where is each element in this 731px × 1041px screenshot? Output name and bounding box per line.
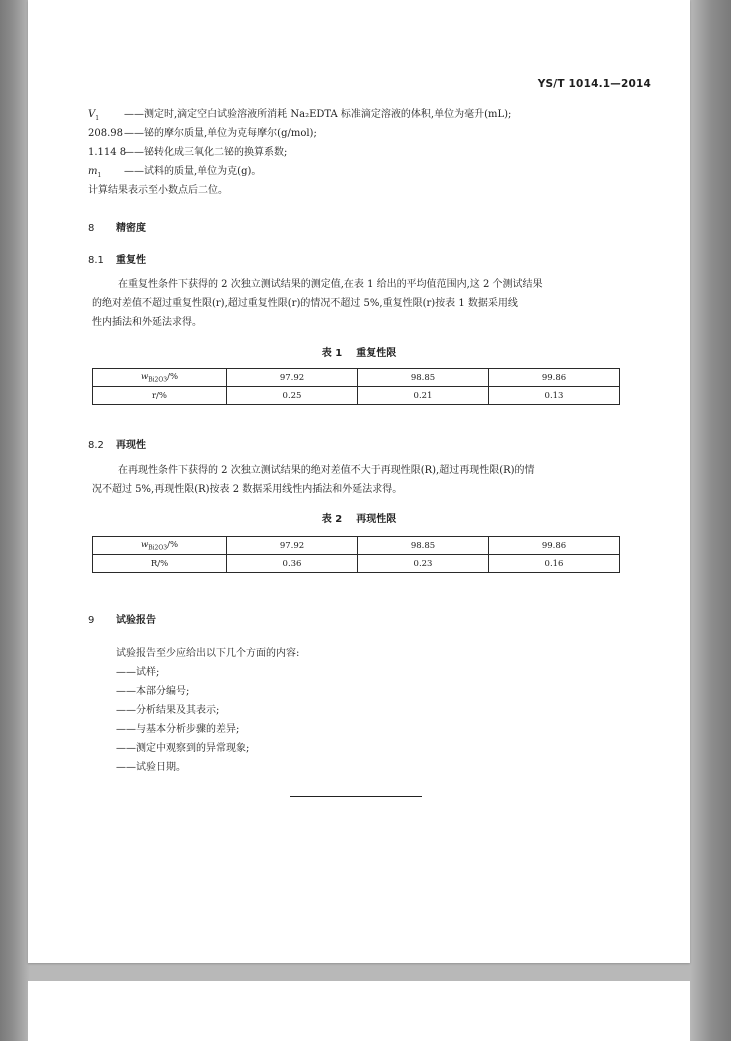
table-cell: 0.13 xyxy=(489,387,620,405)
header-unit: /% xyxy=(167,371,179,382)
definition-row xyxy=(88,165,261,183)
table-cell: 0.25 xyxy=(227,387,358,405)
reproducibility-table xyxy=(92,536,620,573)
header-symbol: w xyxy=(140,371,149,382)
end-divider xyxy=(290,796,422,797)
section-number: 8.2 xyxy=(88,440,104,451)
section-title: 重复性 xyxy=(116,255,146,266)
definition-symbol: m xyxy=(88,166,98,177)
list-item: ——试验日期。 xyxy=(116,762,186,773)
table-header-cell xyxy=(93,537,227,555)
table-cell: 99.86 xyxy=(489,537,620,555)
table-cell: 0.23 xyxy=(358,555,489,573)
section-title: 精密度 xyxy=(116,223,146,234)
table-header-cell xyxy=(93,369,227,387)
list-item: ——试样; xyxy=(116,667,160,678)
table-cell: 97.92 xyxy=(227,369,358,387)
paragraph-line: 性内插法和外延法求得。 xyxy=(92,317,202,328)
table-cell: 99.86 xyxy=(489,369,620,387)
table-caption xyxy=(28,344,690,359)
definition-text: ——测定时,滴定空白试验溶液所消耗 Na₂EDTA 标准滴定溶液的体积,单位为毫升(mL); xyxy=(124,109,512,120)
definition-symbol: V xyxy=(88,109,96,120)
paragraph-line: 在再现性条件下获得的 2 次独立测试结果的绝对差值不大于再现性限(R),超过再现性限(R)的情 xyxy=(118,465,535,476)
standard-code: YS/T 1014.1—2014 xyxy=(537,78,651,90)
subsection-heading xyxy=(88,436,146,451)
table-cell: 97.92 xyxy=(227,537,358,555)
table-header-cell: r/% xyxy=(93,387,227,405)
table-cell: 0.36 xyxy=(227,555,358,573)
header-symbol: w xyxy=(140,539,149,550)
list-item: ——与基本分析步骤的差异; xyxy=(116,724,240,735)
report-intro: 试验报告至少应给出以下几个方面的内容: xyxy=(116,648,300,659)
table-row xyxy=(93,387,620,405)
table-cell: 98.85 xyxy=(358,537,489,555)
definition-symbol: 208.98 xyxy=(88,128,123,139)
table-row xyxy=(93,369,620,387)
section-title: 再现性 xyxy=(116,440,146,451)
definition-symbol: 1.114 8 xyxy=(88,147,127,158)
repeatability-table xyxy=(92,368,620,405)
definition-row xyxy=(88,108,511,126)
list-item: ——测定中观察到的异常现象; xyxy=(116,743,250,754)
table-caption xyxy=(28,510,690,525)
section-number: 8 xyxy=(88,223,95,234)
definition-row xyxy=(88,146,287,160)
table-cell: 0.21 xyxy=(358,387,489,405)
definition-text: ——铋的摩尔质量,单位为克每摩尔(g/mol); xyxy=(124,128,317,139)
table-cell: 98.85 xyxy=(358,369,489,387)
section-number: 8.1 xyxy=(88,255,104,266)
list-item: ——本部分编号; xyxy=(116,686,190,697)
table-title: 重复性限 xyxy=(356,348,397,359)
table-row xyxy=(93,555,620,573)
section-heading xyxy=(88,219,146,234)
definition-row xyxy=(88,127,317,141)
table-number: 表 2 xyxy=(321,514,343,525)
table-row xyxy=(93,537,620,555)
definition-text: ——铋转化成三氧化二铋的换算系数; xyxy=(124,147,288,158)
definition-text: ——试料的质量,单位为克(g)。 xyxy=(124,166,262,177)
section-title: 试验报告 xyxy=(116,615,156,626)
table-cell: 0.16 xyxy=(489,555,620,573)
definition-symbol-sub: 1 xyxy=(95,115,100,122)
list-item: ——分析结果及其表示; xyxy=(116,705,220,716)
table-title: 再现性限 xyxy=(356,514,397,525)
header-subscript: Bi2O3 xyxy=(148,376,168,384)
section-heading xyxy=(88,611,156,626)
table-header-cell: R/% xyxy=(93,555,227,573)
paragraph-line: 在重复性条件下获得的 2 次独立测试结果的测定值,在表 1 给出的平均值范围内,这 2 个测试结果 xyxy=(118,279,543,290)
subsection-heading xyxy=(88,251,146,266)
definition-symbol-sub: 1 xyxy=(97,172,102,179)
header-unit: /% xyxy=(167,539,179,550)
next-page xyxy=(28,981,690,1041)
section-number: 9 xyxy=(88,615,95,626)
paragraph-line: 况不超过 5%,再现性限(R)按表 2 数据采用线性内插法和外延法求得。 xyxy=(92,484,403,495)
result-note: 计算结果表示至小数点后二位。 xyxy=(88,185,228,196)
paragraph-line: 的绝对差值不超过重复性限(r),超过重复性限(r)的情况不超过 5%,重复性限(r)按表 1 数据采用线 xyxy=(92,298,518,309)
header-subscript: Bi2O3 xyxy=(148,544,168,552)
table-number: 表 1 xyxy=(321,348,343,359)
